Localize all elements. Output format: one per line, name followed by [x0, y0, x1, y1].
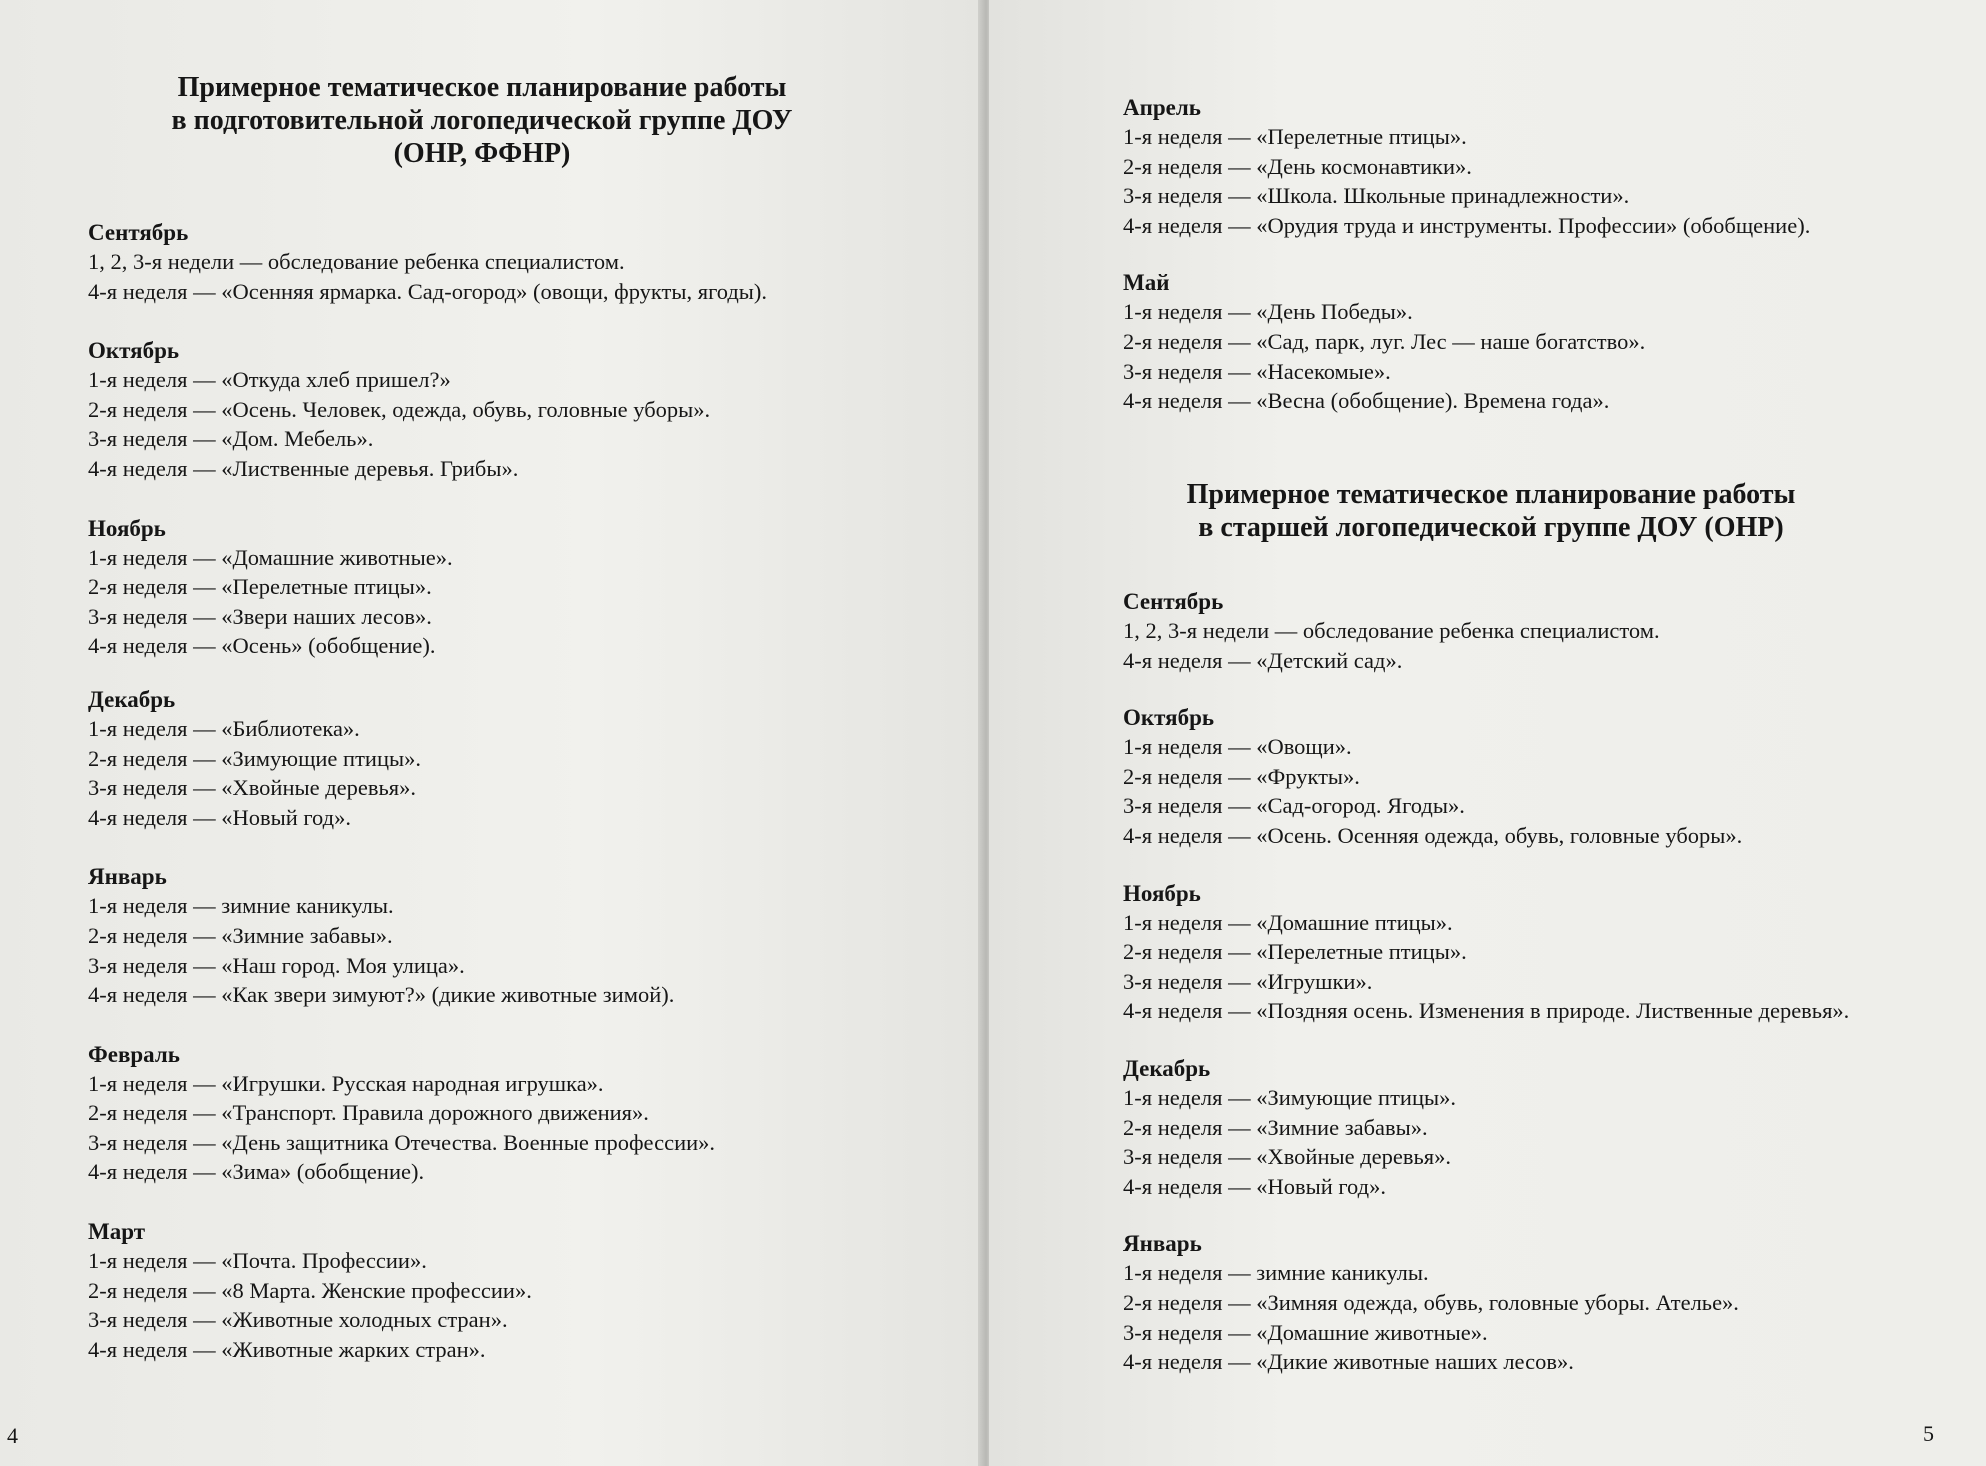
week-line: 1-я неделя — зимние каникулы. — [1123, 1260, 1429, 1286]
month-heading: Май — [1123, 270, 1170, 296]
week-line: 2-я неделя — «Транспорт. Правила дорожного движения». — [88, 1100, 649, 1126]
week-line: 4-я неделя — «Лиственные деревья. Грибы». — [88, 455, 519, 481]
week-line: 3-я неделя — «Школа. Школьные принадлежности». — [1123, 183, 1630, 209]
month-heading: Январь — [88, 864, 167, 890]
page-number-left: 4 — [7, 1423, 18, 1448]
week-line: 1, 2, 3-я недели — обследование ребенка специалистом. — [88, 249, 625, 274]
right-plan — [1123, 587, 1978, 1407]
month-block-april — [1123, 93, 1973, 240]
week-line: 2-я неделя — «Перелетные птицы». — [88, 574, 432, 600]
month-block-march — [88, 1217, 948, 1364]
week-line: 3-я неделя — «Хвойные деревья». — [1123, 1144, 1452, 1170]
right-top-plan — [1123, 93, 1973, 446]
week-line: 4-я неделя — «Дикие животные наших лесов». — [1123, 1349, 1574, 1375]
week-line: 2-я неделя — «Осень. Человек, одежда, обувь, головные уборы». — [88, 396, 711, 422]
month-block-may — [1123, 268, 1973, 415]
week-line: 1-я неделя — «День Победы». — [1123, 299, 1413, 325]
week-line: 4-я неделя — «Новый год». — [1123, 1173, 1386, 1199]
month-block-october — [88, 336, 948, 483]
week-line: 4-я неделя — «Осень. Осенняя одежда, обувь, головные уборы». — [1123, 822, 1743, 848]
month-heading: Декабрь — [1123, 1055, 1211, 1081]
month-heading: Сентябрь — [1123, 589, 1224, 614]
week-line: 4-я неделя — «Осень» (обобщение). — [88, 633, 436, 659]
week-line: 2-я неделя — «Зимующие птицы». — [88, 745, 421, 771]
week-line: 3-я неделя — «Звери наших лесов». — [88, 603, 432, 629]
left-title-block — [147, 71, 817, 170]
month-heading: Ноябрь — [88, 515, 166, 541]
week-line: 3-я неделя — «Дом. Мебель». — [88, 426, 374, 452]
week-line: 3-я неделя — «Наш город. Моя улица». — [88, 952, 465, 978]
page-number-right: 5 — [1923, 1421, 1934, 1446]
week-line: 1-я неделя — «Библиотека». — [88, 715, 360, 741]
week-line: 2-я неделя — «Зимние забавы». — [88, 922, 393, 948]
right-title-line-1: Примерное тематическое планирование работы — [1186, 479, 1796, 510]
month-heading: Октябрь — [1123, 705, 1215, 731]
month-heading: Ноябрь — [1123, 880, 1201, 906]
week-line: 1-я неделя — «Домашние животные». — [88, 544, 453, 570]
month-block-february — [88, 1040, 948, 1187]
month-heading: Февраль — [88, 1041, 180, 1067]
week-line: 4-я неделя — «Детский сад». — [1123, 647, 1403, 673]
week-line: 2-я неделя — «Зимняя одежда, обувь, головные уборы. Ателье». — [1123, 1289, 1739, 1315]
month-block-december — [1123, 1054, 1978, 1201]
month-block-november — [1123, 879, 1978, 1026]
week-line: 4-я неделя — «Осенняя ярмарка. Сад-огород» (овощи, фрукты, ягоды). — [88, 278, 768, 304]
week-line: 2-я неделя — «Сад, парк, луг. Лес — наше богатство». — [1123, 328, 1646, 354]
week-line: 4-я неделя — «Как звери зимуют?» (дикие животные зимой). — [88, 982, 675, 1008]
left-title-line-2: в подготовительной логопедической группе ДОУ — [171, 105, 793, 136]
month-block-december — [88, 685, 948, 832]
week-line: 3-я неделя — «Животные холодных стран». — [88, 1307, 508, 1333]
week-line: 1-я неделя — «Овощи». — [1123, 734, 1352, 760]
month-heading: Январь — [1123, 1231, 1202, 1257]
week-line: 2-я неделя — «8 Марта. Женские профессии». — [88, 1277, 532, 1303]
week-line: 3-я неделя — «Насекомые». — [1123, 358, 1391, 384]
week-line: 4-я неделя — «Орудия труда и инструменты. Профессии» (обобщение). — [1123, 212, 1811, 238]
week-line: 2-я неделя — «День космонавтики». — [1123, 153, 1472, 179]
week-line: 4-я неделя — «Новый год». — [88, 804, 351, 830]
right-title-block — [1166, 478, 1816, 544]
month-block-october — [1123, 703, 1978, 850]
left-plan — [88, 218, 948, 1394]
month-heading: Октябрь — [88, 338, 180, 364]
week-line: 1-я неделя — «Откуда хлеб пришел?» — [88, 367, 451, 393]
month-block-november — [88, 514, 948, 661]
right-title-line-2: в старшей логопедической группе ДОУ (ОНР) — [1198, 512, 1784, 543]
week-line: 4-я неделя — «Поздняя осень. Изменения в природе. Лиственные деревья». — [1123, 998, 1850, 1024]
right-page — [989, 0, 1986, 1466]
week-line: 3-я неделя — «Домашние животные». — [1123, 1319, 1488, 1345]
week-line: 2-я неделя — «Фрукты». — [1123, 763, 1360, 789]
left-title-line-3: (ОНР, ФФНР) — [393, 138, 571, 169]
month-heading: Декабрь — [88, 686, 176, 712]
week-line: 2-я неделя — «Зимние забавы». — [1123, 1114, 1428, 1140]
month-block-september — [88, 218, 948, 306]
week-line: 1-я неделя — «Игрушки. Русская народная игрушка». — [88, 1070, 604, 1096]
week-line: 1-я неделя — «Перелетные птицы». — [1123, 124, 1467, 149]
left-page — [0, 0, 985, 1466]
week-line: 3-я неделя — «Игрушки». — [1123, 968, 1373, 994]
week-line: 1-я неделя — «Зимующие птицы». — [1123, 1084, 1456, 1110]
left-title-line-1: Примерное тематическое планирование работы — [177, 72, 787, 103]
month-block-january — [88, 862, 948, 1009]
month-heading: Апрель — [1123, 95, 1201, 120]
month-heading: Март — [88, 1219, 145, 1245]
week-line: 2-я неделя — «Перелетные птицы». — [1123, 939, 1467, 965]
week-line: 3-я неделя — «Сад-огород. Ягоды». — [1123, 793, 1465, 819]
week-line: 1-я неделя — «Домашние птицы». — [1123, 909, 1453, 935]
week-line: 3-я неделя — «День защитника Отечества. Военные профессии». — [88, 1129, 716, 1155]
week-line: 1-я неделя — «Почта. Профессии». — [88, 1248, 427, 1274]
week-line: 4-я неделя — «Животные жарких стран». — [88, 1336, 486, 1362]
month-heading: Сентябрь — [88, 220, 189, 245]
week-line: 3-я неделя — «Хвойные деревья». — [88, 775, 417, 801]
week-line: 4-я неделя — «Зима» (обобщение). — [88, 1159, 425, 1185]
week-line: 1, 2, 3-я недели — обследование ребенка специалистом. — [1123, 618, 1660, 643]
month-block-september — [1123, 587, 1978, 675]
week-line: 1-я неделя — зимние каникулы. — [88, 893, 394, 919]
month-block-january — [1123, 1229, 1978, 1376]
week-line: 4-я неделя — «Весна (обобщение). Времена года». — [1123, 388, 1610, 414]
